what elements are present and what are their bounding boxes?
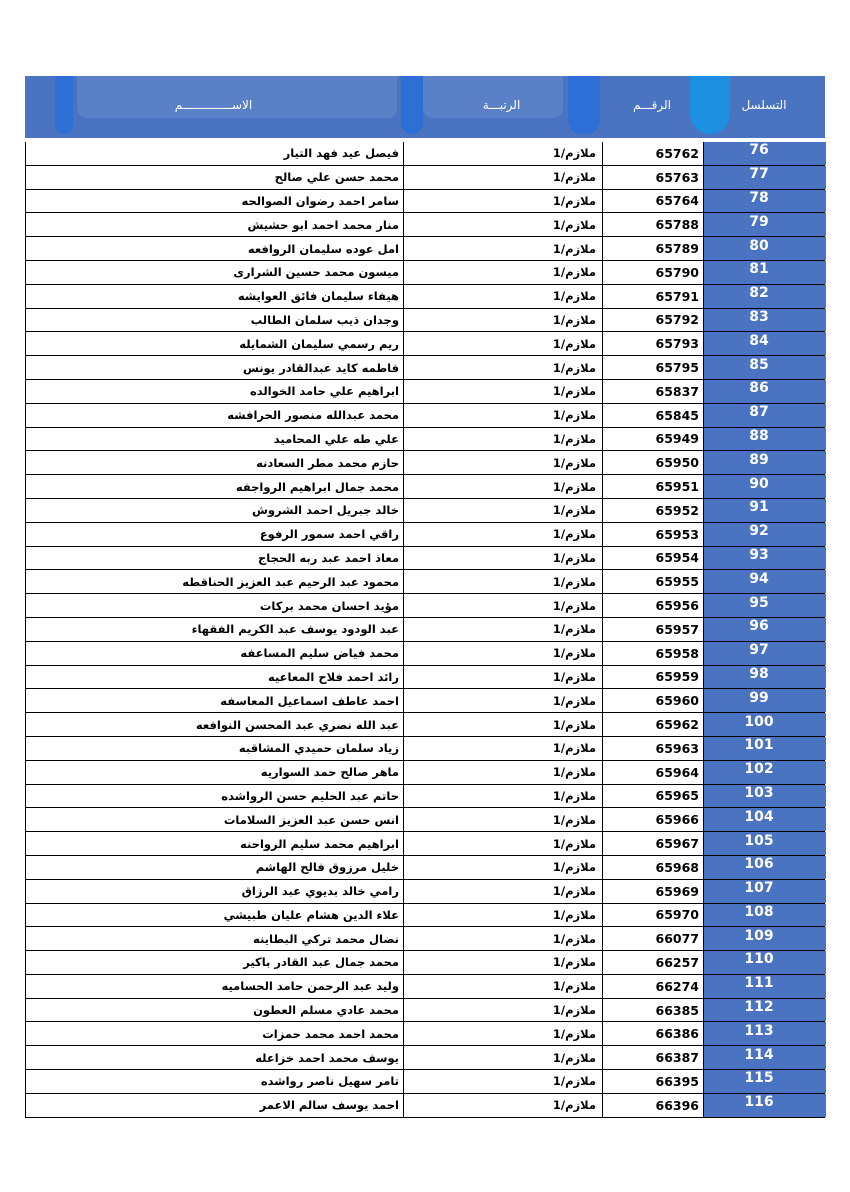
table-row bbox=[26, 761, 825, 785]
name-cell: محمد حسن علي صالح bbox=[26, 166, 404, 189]
seq-cell bbox=[704, 689, 826, 712]
seq-cell bbox=[704, 475, 826, 498]
table-row bbox=[26, 689, 825, 713]
seq-cell bbox=[704, 927, 826, 950]
rank-cell: ملازم/1 bbox=[404, 1046, 603, 1069]
table-row bbox=[26, 570, 825, 594]
number-cell: 65763 bbox=[603, 166, 704, 189]
name-cell: عبد الله نصري عبد المحسن النوافعه bbox=[26, 713, 404, 736]
rank-cell: ملازم/1 bbox=[404, 927, 603, 950]
number-cell: 66387 bbox=[603, 1046, 704, 1069]
seq-cell bbox=[704, 975, 826, 998]
table-row bbox=[26, 213, 825, 237]
name-cell: هيفاء سليمان فائق العوايشه bbox=[26, 285, 404, 308]
number-cell: 65967 bbox=[603, 832, 704, 855]
personnel-table bbox=[25, 76, 825, 1118]
seq-cell bbox=[704, 1070, 826, 1093]
table-row bbox=[26, 999, 825, 1023]
number-cell: 65960 bbox=[603, 689, 704, 712]
rank-cell: ملازم/1 bbox=[404, 475, 603, 498]
rank-cell: ملازم/1 bbox=[404, 570, 603, 593]
name-cell: وليد عبد الرحمن حامد الحساميه bbox=[26, 975, 404, 998]
seq-cell bbox=[704, 832, 826, 855]
table-row bbox=[26, 904, 825, 928]
seq-cell bbox=[704, 309, 826, 332]
rank-cell: ملازم/1 bbox=[404, 761, 603, 784]
rank-cell: ملازم/1 bbox=[404, 808, 603, 831]
seq-cell bbox=[704, 428, 826, 451]
number-cell: 65956 bbox=[603, 594, 704, 617]
number-cell: 65964 bbox=[603, 761, 704, 784]
seq-cell bbox=[704, 737, 826, 760]
table-row bbox=[26, 618, 825, 642]
name-cell: ميسون محمد حسين الشرارى bbox=[26, 261, 404, 284]
rank-cell: ملازم/1 bbox=[404, 689, 603, 712]
rank-cell: ملازم/1 bbox=[404, 642, 603, 665]
seq-cell bbox=[704, 713, 826, 736]
name-cell: ابراهيم محمد سليم الرواحنه bbox=[26, 832, 404, 855]
number-cell: 66396 bbox=[603, 1094, 704, 1117]
seq-cell bbox=[704, 547, 826, 570]
seq-value: 76 bbox=[749, 142, 769, 159]
number-cell: 65795 bbox=[603, 356, 704, 379]
name-cell: احمد يوسف سالم الاعمر bbox=[26, 1094, 404, 1117]
seq-value: 81 bbox=[749, 261, 769, 278]
number-cell: 65793 bbox=[603, 332, 704, 355]
seq-value: 83 bbox=[749, 308, 769, 325]
name-cell: منار محمد احمد ابو حشيش bbox=[26, 213, 404, 236]
table-row bbox=[26, 1046, 825, 1070]
seq-cell bbox=[704, 261, 826, 284]
seq-cell bbox=[704, 618, 826, 641]
seq-cell bbox=[704, 237, 826, 260]
seq-value: 116 bbox=[744, 1094, 774, 1111]
rank-cell: ملازم/1 bbox=[404, 309, 603, 332]
table-row bbox=[26, 666, 825, 690]
number-cell: 66274 bbox=[603, 975, 704, 998]
rank-cell: ملازم/1 bbox=[404, 1070, 603, 1093]
table-row bbox=[26, 142, 825, 166]
number-cell: 65789 bbox=[603, 237, 704, 260]
table-row bbox=[26, 451, 825, 475]
seq-value: 95 bbox=[749, 594, 769, 611]
table-row bbox=[26, 166, 825, 190]
number-cell: 66386 bbox=[603, 1022, 704, 1045]
number-cell: 65968 bbox=[603, 856, 704, 879]
seq-value: 105 bbox=[744, 832, 774, 849]
rank-cell: ملازم/1 bbox=[404, 975, 603, 998]
name-cell: حاتم عبد الحليم حسن الرواشده bbox=[26, 785, 404, 808]
rank-cell: ملازم/1 bbox=[404, 547, 603, 570]
seq-value: 110 bbox=[744, 951, 774, 968]
name-cell: انس حسن عبد العزيز السلامات bbox=[26, 808, 404, 831]
name-cell: محمد جمال ابراهيم الرواجفه bbox=[26, 475, 404, 498]
name-cell: خليل مرزوق فالح الهاشم bbox=[26, 856, 404, 879]
rank-cell: ملازم/1 bbox=[404, 142, 603, 165]
table-row bbox=[26, 380, 825, 404]
seq-cell bbox=[704, 1046, 826, 1069]
name-cell: سامر احمد رضوان الصوالحه bbox=[26, 190, 404, 213]
number-cell: 65955 bbox=[603, 570, 704, 593]
rank-cell: ملازم/1 bbox=[404, 666, 603, 689]
seq-value: 107 bbox=[744, 880, 774, 897]
name-cell: فاطمه كايد عبدالقادر يونس bbox=[26, 356, 404, 379]
number-cell: 65965 bbox=[603, 785, 704, 808]
seq-value: 92 bbox=[749, 523, 769, 540]
number-cell: 65969 bbox=[603, 880, 704, 903]
seq-cell bbox=[704, 499, 826, 522]
table-row bbox=[26, 808, 825, 832]
seq-cell bbox=[704, 142, 826, 165]
seq-cell bbox=[704, 166, 826, 189]
rank-cell: ملازم/1 bbox=[404, 428, 603, 451]
rank-cell: ملازم/1 bbox=[404, 332, 603, 355]
number-cell: 65762 bbox=[603, 142, 704, 165]
seq-value: 115 bbox=[744, 1070, 774, 1087]
seq-value: 89 bbox=[749, 451, 769, 468]
number-cell: 66395 bbox=[603, 1070, 704, 1093]
name-cell: رائد احمد فلاح المعاعيه bbox=[26, 666, 404, 689]
table-row bbox=[26, 285, 825, 309]
rank-cell: ملازم/1 bbox=[404, 380, 603, 403]
number-cell: 65958 bbox=[603, 642, 704, 665]
seq-cell bbox=[704, 904, 826, 927]
seq-value: 112 bbox=[744, 999, 774, 1016]
seq-value: 96 bbox=[749, 618, 769, 635]
name-cell: خالد جبريل احمد الشروش bbox=[26, 499, 404, 522]
seq-cell bbox=[704, 856, 826, 879]
table-row bbox=[26, 785, 825, 809]
table-row bbox=[26, 951, 825, 975]
number-cell: 65951 bbox=[603, 475, 704, 498]
name-cell: احمد عاطف اسماعيل المعاسفه bbox=[26, 689, 404, 712]
rank-cell: ملازم/1 bbox=[404, 499, 603, 522]
seq-cell bbox=[704, 356, 826, 379]
table-row bbox=[26, 880, 825, 904]
rank-cell: ملازم/1 bbox=[404, 213, 603, 236]
name-cell: علي طه علي المحاميد bbox=[26, 428, 404, 451]
seq-value: 85 bbox=[749, 356, 769, 373]
seq-cell bbox=[704, 880, 826, 903]
seq-value: 109 bbox=[744, 927, 774, 944]
seq-value: 99 bbox=[749, 689, 769, 706]
rank-cell: ملازم/1 bbox=[404, 237, 603, 260]
rank-cell: ملازم/1 bbox=[404, 737, 603, 760]
name-cell: امل عوده سليمان الروافعه bbox=[26, 237, 404, 260]
seq-value: 87 bbox=[749, 404, 769, 421]
seq-value: 91 bbox=[749, 499, 769, 516]
number-cell: 65791 bbox=[603, 285, 704, 308]
table-row bbox=[26, 309, 825, 333]
name-cell: محمود عبد الرحيم عبد العزيز الحناقطه bbox=[26, 570, 404, 593]
number-cell: 65952 bbox=[603, 499, 704, 522]
name-cell: محمد جمال عبد القادر باكير bbox=[26, 951, 404, 974]
number-cell: 65792 bbox=[603, 309, 704, 332]
number-cell: 65966 bbox=[603, 808, 704, 831]
table-row bbox=[26, 547, 825, 571]
name-cell: محمد عادي مسلم العطون bbox=[26, 999, 404, 1022]
rank-cell: ملازم/1 bbox=[404, 999, 603, 1022]
table-row bbox=[26, 975, 825, 999]
name-cell: معاذ احمد عبد ربه الحجاج bbox=[26, 547, 404, 570]
number-cell: 65845 bbox=[603, 404, 704, 427]
seq-cell bbox=[704, 594, 826, 617]
seq-cell bbox=[704, 642, 826, 665]
seq-value: 82 bbox=[749, 285, 769, 302]
number-cell: 65950 bbox=[603, 451, 704, 474]
number-cell: 65957 bbox=[603, 618, 704, 641]
rank-cell: ملازم/1 bbox=[404, 451, 603, 474]
seq-value: 114 bbox=[744, 1046, 774, 1063]
rank-cell: ملازم/1 bbox=[404, 951, 603, 974]
table-row bbox=[26, 428, 825, 452]
name-cell: مؤيد احسان محمد بركات bbox=[26, 594, 404, 617]
name-cell: محمد فياض سليم المساعفه bbox=[26, 642, 404, 665]
rank-cell: ملازم/1 bbox=[404, 1022, 603, 1045]
seq-cell bbox=[704, 285, 826, 308]
seq-value: 113 bbox=[744, 1022, 774, 1039]
name-cell: رامي خالد بديوي عبد الرزاق bbox=[26, 880, 404, 903]
seq-cell bbox=[704, 332, 826, 355]
rank-cell: ملازم/1 bbox=[404, 880, 603, 903]
number-cell: 65949 bbox=[603, 428, 704, 451]
rank-cell: ملازم/1 bbox=[404, 356, 603, 379]
seq-value: 77 bbox=[749, 166, 769, 183]
column-header-rank: الرتبـــة bbox=[482, 98, 521, 112]
name-cell: عبد الودود يوسف عبد الكريم الفقهاء bbox=[26, 618, 404, 641]
table-row bbox=[26, 737, 825, 761]
seq-value: 100 bbox=[744, 713, 774, 730]
rank-cell: ملازم/1 bbox=[404, 261, 603, 284]
name-cell: علاء الدين هشام عليان طبيشي bbox=[26, 904, 404, 927]
name-cell: يوسف محمد احمد خزاعله bbox=[26, 1046, 404, 1069]
name-cell: زياد سلمان حميدي المشاقبه bbox=[26, 737, 404, 760]
table-row bbox=[26, 1094, 825, 1118]
seq-value: 108 bbox=[744, 903, 774, 920]
seq-value: 84 bbox=[749, 332, 769, 349]
column-header-seq: التسلسل bbox=[741, 98, 787, 112]
table-row bbox=[26, 1070, 825, 1094]
table-header bbox=[25, 76, 825, 138]
number-cell: 66077 bbox=[603, 927, 704, 950]
seq-cell bbox=[704, 785, 826, 808]
rank-cell: ملازم/1 bbox=[404, 285, 603, 308]
number-cell: 65953 bbox=[603, 523, 704, 546]
name-cell: محمد عبدالله منصور الحرافشه bbox=[26, 404, 404, 427]
seq-cell bbox=[704, 999, 826, 1022]
rank-cell: ملازم/1 bbox=[404, 713, 603, 736]
rank-cell: ملازم/1 bbox=[404, 618, 603, 641]
seq-value: 78 bbox=[749, 189, 769, 206]
seq-value: 106 bbox=[744, 856, 774, 873]
table-row bbox=[26, 642, 825, 666]
name-cell: راقي احمد سمور الرفوع bbox=[26, 523, 404, 546]
table-body bbox=[25, 142, 825, 1118]
seq-value: 104 bbox=[744, 808, 774, 825]
name-cell: ماهر صالح حمد السواريه bbox=[26, 761, 404, 784]
table-row bbox=[26, 713, 825, 737]
column-header-name: الاســــــــــــــم bbox=[174, 98, 253, 112]
table-row bbox=[26, 832, 825, 856]
column-header-number: الرقـــم bbox=[633, 98, 671, 112]
seq-cell bbox=[704, 213, 826, 236]
seq-value: 88 bbox=[749, 427, 769, 444]
seq-cell bbox=[704, 190, 826, 213]
number-cell: 65963 bbox=[603, 737, 704, 760]
table-row bbox=[26, 356, 825, 380]
table-row bbox=[26, 499, 825, 523]
name-cell: نضال محمد تركي البطاينه bbox=[26, 927, 404, 950]
number-cell: 65788 bbox=[603, 213, 704, 236]
number-cell: 65837 bbox=[603, 380, 704, 403]
table-row bbox=[26, 404, 825, 428]
seq-cell bbox=[704, 451, 826, 474]
seq-value: 79 bbox=[749, 213, 769, 230]
number-cell: 66385 bbox=[603, 999, 704, 1022]
seq-cell bbox=[704, 951, 826, 974]
seq-cell bbox=[704, 523, 826, 546]
rank-cell: ملازم/1 bbox=[404, 166, 603, 189]
table-row bbox=[26, 594, 825, 618]
table-row bbox=[26, 332, 825, 356]
seq-cell bbox=[704, 380, 826, 403]
seq-cell bbox=[704, 666, 826, 689]
seq-cell bbox=[704, 570, 826, 593]
rank-cell: ملازم/1 bbox=[404, 594, 603, 617]
seq-cell bbox=[704, 808, 826, 831]
table-row bbox=[26, 190, 825, 214]
table-row bbox=[26, 856, 825, 880]
rank-cell: ملازم/1 bbox=[404, 190, 603, 213]
number-cell: 65970 bbox=[603, 904, 704, 927]
name-cell: محمد احمد محمد حمزات bbox=[26, 1022, 404, 1045]
table-row bbox=[26, 1022, 825, 1046]
rank-cell: ملازم/1 bbox=[404, 785, 603, 808]
seq-value: 101 bbox=[744, 737, 774, 754]
seq-value: 93 bbox=[749, 546, 769, 563]
table-row bbox=[26, 475, 825, 499]
seq-cell bbox=[704, 761, 826, 784]
name-cell: وجدان ذيب سلمان الطالب bbox=[26, 309, 404, 332]
seq-value: 94 bbox=[749, 570, 769, 587]
number-cell: 65954 bbox=[603, 547, 704, 570]
seq-value: 98 bbox=[749, 665, 769, 682]
number-cell: 65959 bbox=[603, 666, 704, 689]
seq-value: 90 bbox=[749, 475, 769, 492]
rank-cell: ملازم/1 bbox=[404, 904, 603, 927]
name-cell: ابراهيم علي حامد الخوالده bbox=[26, 380, 404, 403]
name-cell: حازم محمد مطر السعادنه bbox=[26, 451, 404, 474]
rank-cell: ملازم/1 bbox=[404, 523, 603, 546]
table-row bbox=[26, 523, 825, 547]
seq-value: 86 bbox=[749, 380, 769, 397]
seq-cell bbox=[704, 1022, 826, 1045]
number-cell: 66257 bbox=[603, 951, 704, 974]
seq-value: 111 bbox=[744, 975, 774, 992]
name-cell: ريم رسمي سليمان الشمايله bbox=[26, 332, 404, 355]
rank-cell: ملازم/1 bbox=[404, 1094, 603, 1117]
table-row bbox=[26, 927, 825, 951]
rank-cell: ملازم/1 bbox=[404, 404, 603, 427]
table-row bbox=[26, 261, 825, 285]
seq-value: 80 bbox=[749, 237, 769, 254]
number-cell: 65764 bbox=[603, 190, 704, 213]
table-row bbox=[26, 237, 825, 261]
seq-cell bbox=[704, 1094, 826, 1117]
seq-value: 97 bbox=[749, 642, 769, 659]
number-cell: 65962 bbox=[603, 713, 704, 736]
seq-value: 103 bbox=[744, 784, 774, 801]
seq-cell bbox=[704, 404, 826, 427]
rank-cell: ملازم/1 bbox=[404, 832, 603, 855]
name-cell: فيصل عيد فهد التيار bbox=[26, 142, 404, 165]
seq-value: 102 bbox=[744, 761, 774, 778]
number-cell: 65790 bbox=[603, 261, 704, 284]
rank-cell: ملازم/1 bbox=[404, 856, 603, 879]
name-cell: تامر سهيل ناصر رواشده bbox=[26, 1070, 404, 1093]
